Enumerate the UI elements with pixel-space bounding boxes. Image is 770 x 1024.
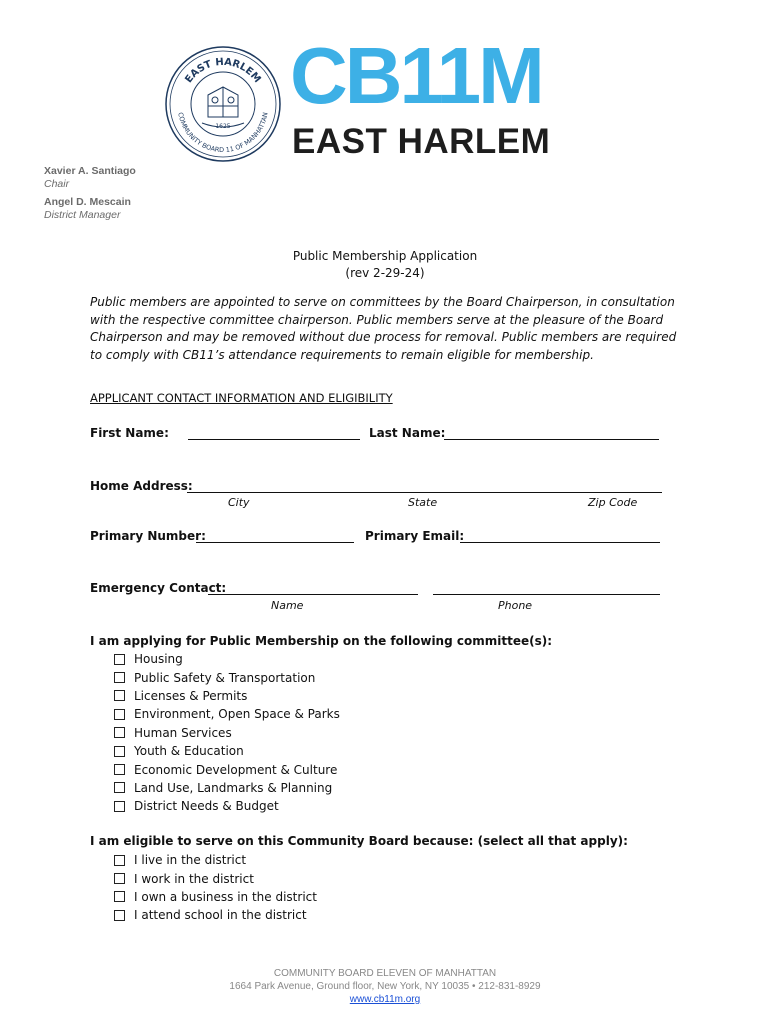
svg-text:EAST HARLEM: EAST HARLEM <box>183 56 263 86</box>
emergency-contact-name-field[interactable] <box>208 580 418 595</box>
checkbox[interactable] <box>114 782 125 793</box>
primary-email-label: Primary Email: <box>365 529 465 543</box>
eligibility-question: I am eligible to serve on this Community Board because: (select all that apply): <box>90 834 628 848</box>
committee-list <box>114 650 340 816</box>
first-name-label: First Name: <box>90 426 169 440</box>
svg-text:1625: 1625 <box>215 123 231 130</box>
checkbox[interactable] <box>114 690 125 701</box>
committee-label: Youth & Education <box>134 744 244 759</box>
committee-option[interactable] <box>114 742 340 760</box>
primary-number-label: Primary Number: <box>90 529 206 543</box>
district-manager-name: Angel D. Mescain <box>44 196 131 208</box>
checkbox[interactable] <box>114 855 125 866</box>
home-address-label: Home Address: <box>90 479 193 493</box>
committee-option[interactable] <box>114 797 340 815</box>
first-name-field[interactable] <box>188 425 360 440</box>
footer-website-row <box>0 994 770 1005</box>
last-name-label: Last Name: <box>369 426 446 440</box>
eligibility-label: I own a business in the district <box>134 889 317 904</box>
community-board-seal <box>164 45 282 163</box>
eligibility-label: I live in the district <box>134 853 247 868</box>
committee-option[interactable] <box>114 650 340 668</box>
checkbox[interactable] <box>114 727 125 738</box>
emergency-name-label: Name <box>271 599 304 612</box>
committee-option[interactable] <box>114 779 340 797</box>
intro-paragraph: Public members are appointed to serve on committees by the Board Chairperson, in consultation with the respective committee chairperson. Public members serve at the pleasure of the Board Chairperson and may be removed without due process for removal. Public members are required to comply with CB11’s attendance requirements to remain eligible for membership. <box>90 295 677 362</box>
home-address-field[interactable] <box>187 478 662 493</box>
committee-label: District Needs & Budget <box>134 799 279 814</box>
checkbox[interactable] <box>114 764 125 775</box>
footer-org: COMMUNITY BOARD ELEVEN OF MANHATTAN <box>273 968 497 979</box>
committee-label: Human Services <box>134 725 232 740</box>
checkbox[interactable] <box>114 746 125 757</box>
committee-label: Public Safety & Transportation <box>134 670 316 685</box>
section-heading: APPLICANT CONTACT INFORMATION AND ELIGIBILITY <box>90 391 393 405</box>
committee-label: Environment, Open Space & Parks <box>134 707 340 722</box>
eligibility-option[interactable] <box>114 851 317 869</box>
emergency-contact-label: Emergency Contact: <box>90 581 227 595</box>
document-revision: (rev 2-29-24) <box>345 266 425 280</box>
chair-name: Xavier A. Santiago <box>44 165 136 177</box>
committee-question: I am applying for Public Membership on the following committee(s): <box>90 634 553 648</box>
committee-label: Land Use, Landmarks & Planning <box>134 780 333 795</box>
eligibility-option[interactable] <box>114 906 317 924</box>
footer-address: 1664 Park Avenue, Ground floor, New York, NY 10035 • 212-831-8929 <box>229 981 541 992</box>
checkbox[interactable] <box>114 654 125 665</box>
last-name-field[interactable] <box>444 425 659 440</box>
checkbox[interactable] <box>114 873 125 884</box>
svg-text:COMMUNITY BOARD 11 OF MANHATTA: COMMUNITY BOARD 11 OF MANHATTAN <box>176 111 270 155</box>
cb11m-logo: CB11M <box>290 31 542 120</box>
checkbox[interactable] <box>114 709 125 720</box>
state-label: State <box>408 496 438 509</box>
eligibility-label: I work in the district <box>134 871 254 886</box>
east-harlem-logotype: EAST HARLEM <box>292 122 551 161</box>
committee-label: Licenses & Permits <box>134 688 248 703</box>
committee-option[interactable] <box>114 668 340 686</box>
checkbox[interactable] <box>114 672 125 683</box>
emergency-phone-label: Phone <box>498 599 533 612</box>
document-title: Public Membership Application <box>292 249 478 263</box>
eligibility-label: I attend school in the district <box>134 908 307 923</box>
committee-option[interactable] <box>114 705 340 723</box>
primary-email-field[interactable] <box>460 528 660 543</box>
committee-option[interactable] <box>114 724 340 742</box>
eligibility-list <box>114 851 317 925</box>
primary-number-field[interactable] <box>196 528 354 543</box>
footer-website-link[interactable]: www.cb11m.org <box>349 994 421 1005</box>
committee-label: Housing <box>134 652 183 667</box>
city-label: City <box>228 496 250 509</box>
committee-option[interactable] <box>114 687 340 705</box>
checkbox[interactable] <box>114 891 125 902</box>
emergency-contact-phone-field[interactable] <box>433 580 660 595</box>
checkbox[interactable] <box>114 801 125 812</box>
committee-label: Economic Development & Culture <box>134 762 338 777</box>
checkbox[interactable] <box>114 910 125 921</box>
zip-code-label: Zip Code <box>588 496 638 509</box>
committee-option[interactable] <box>114 760 340 778</box>
eligibility-option[interactable] <box>114 888 317 906</box>
district-manager-title: District Manager <box>44 209 121 221</box>
chair-title: Chair <box>44 178 70 190</box>
eligibility-option[interactable] <box>114 869 317 887</box>
